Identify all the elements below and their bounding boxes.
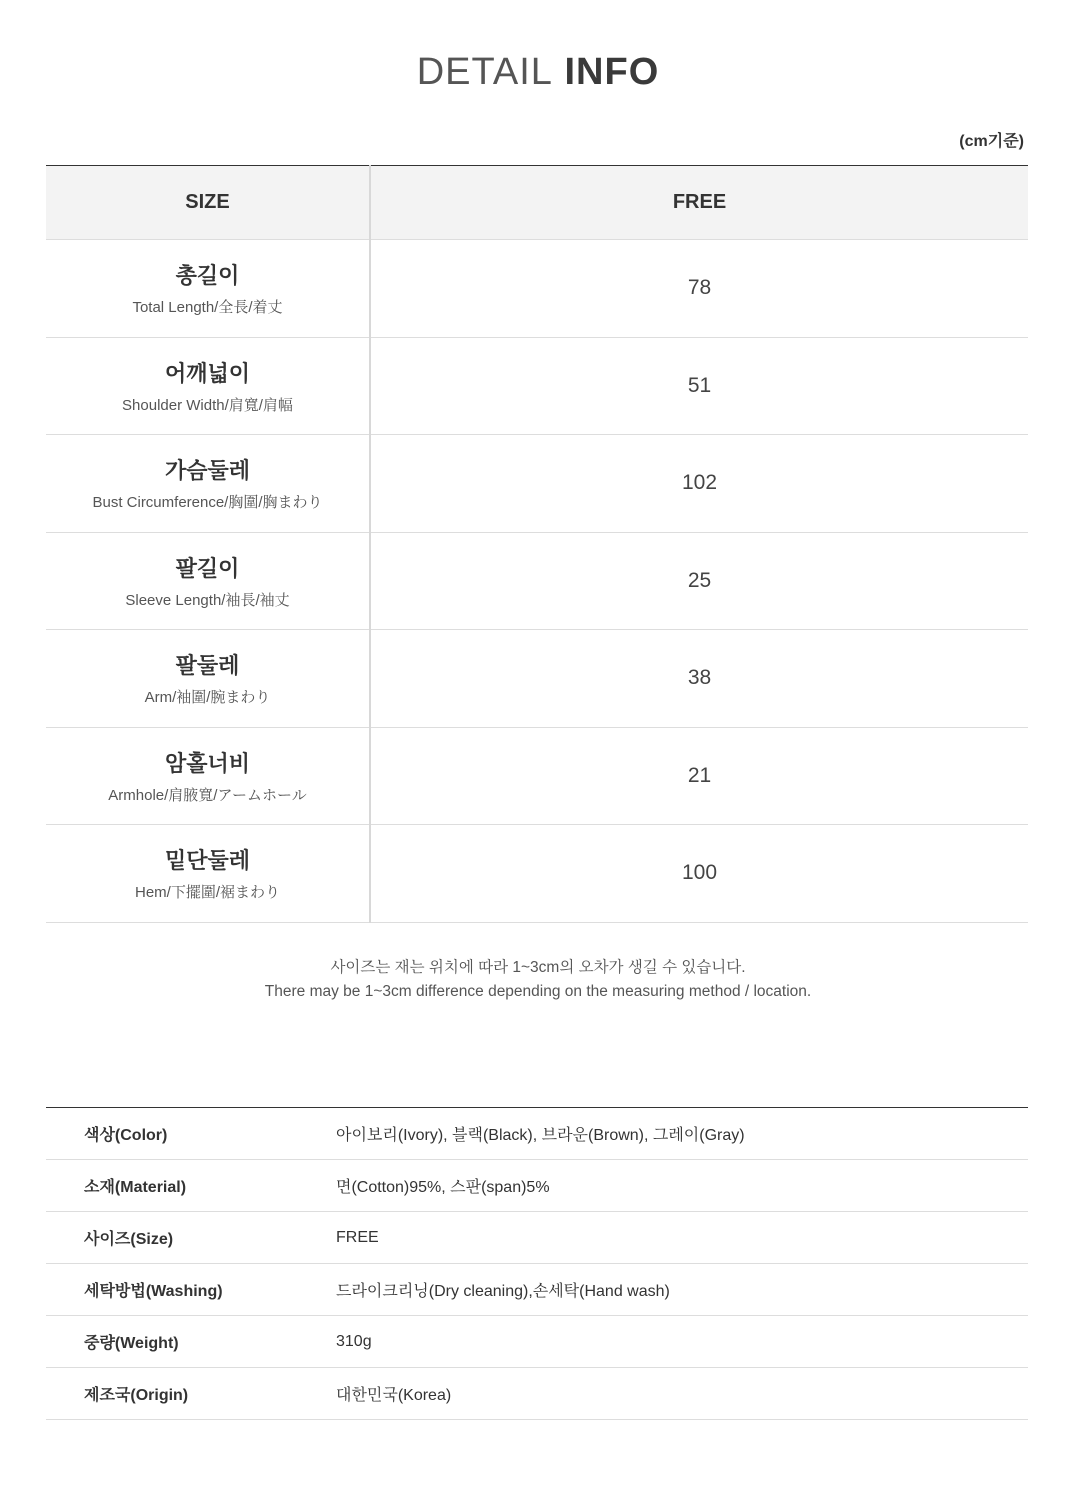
table-row xyxy=(46,1368,1028,1420)
unit-label: (cm기준) xyxy=(959,133,1024,150)
table-row xyxy=(46,1264,1028,1316)
measure-name-kr: 암홀너비 xyxy=(164,750,250,776)
size-table-header xyxy=(46,166,1028,240)
info-label: 색상(Color) xyxy=(46,1108,336,1160)
measure-name-kr: 밑단둘레 xyxy=(164,848,250,874)
info-value: 대한민국(Korea) xyxy=(336,1368,1028,1420)
measure-name-kr: 팔길이 xyxy=(175,555,240,581)
measure-name-kr: 어깨넓이 xyxy=(164,360,250,386)
info-label: 중량(Weight) xyxy=(46,1316,336,1368)
size-table xyxy=(46,165,1028,923)
measure-value: 25 xyxy=(687,568,712,592)
measure-name-sub: Shoulder Width/肩寬/肩幅 xyxy=(122,396,293,414)
measure-value: 51 xyxy=(687,373,712,397)
table-row xyxy=(46,1212,1028,1264)
table-row xyxy=(46,630,1028,728)
measure-name-sub: Total Length/全長/着丈 xyxy=(132,299,283,317)
info-value: FREE xyxy=(336,1212,1028,1264)
measure-value: 100 xyxy=(681,861,718,885)
measure-name-cell xyxy=(46,337,370,435)
measure-value: 78 xyxy=(687,276,712,300)
info-label: 제조국(Origin) xyxy=(46,1368,336,1420)
info-label: 소재(Material) xyxy=(46,1160,336,1212)
title-bold: INFO xyxy=(564,51,660,93)
size-note-en: There may be 1~3cm difference depending on the measuring method / location. xyxy=(264,983,812,1000)
measure-name-kr: 가슴둘레 xyxy=(164,458,250,484)
measure-value-cell xyxy=(370,727,1028,825)
table-row xyxy=(46,532,1028,630)
product-info-table xyxy=(46,1107,1028,1420)
measure-name-sub: Sleeve Length/袖長/袖丈 xyxy=(125,591,290,609)
measure-name-cell xyxy=(46,240,370,338)
table-row xyxy=(46,727,1028,825)
table-row xyxy=(46,435,1028,533)
table-row xyxy=(46,825,1028,923)
measure-value-cell xyxy=(370,630,1028,728)
info-label: 세탁방법(Washing) xyxy=(46,1264,336,1316)
measure-value-cell xyxy=(370,337,1028,435)
table-row xyxy=(46,1316,1028,1368)
measure-name-cell xyxy=(46,435,370,533)
measure-name-kr: 총길이 xyxy=(175,263,240,289)
measure-name-sub: Hem/下擺圍/裾まわり xyxy=(134,884,280,902)
measure-name-sub: Arm/袖圍/腕まわり xyxy=(144,689,271,707)
measure-name-cell xyxy=(46,727,370,825)
info-value: 드라이크리닝(Dry cleaning),손세탁(Hand wash) xyxy=(336,1264,1028,1316)
measure-name-cell xyxy=(46,630,370,728)
info-value: 310g xyxy=(336,1316,1028,1368)
measure-name-sub: Armhole/肩腋寬/アームホール xyxy=(108,786,307,804)
measure-value-cell xyxy=(370,435,1028,533)
measure-value: 102 xyxy=(681,471,718,495)
size-note xyxy=(0,956,1076,1004)
table-row xyxy=(46,337,1028,435)
measure-value-cell xyxy=(370,532,1028,630)
measure-name-sub: Bust Circumference/胸圍/胸まわり xyxy=(92,494,323,512)
size-header-label: SIZE xyxy=(46,166,370,240)
info-value: 면(Cotton)95%, 스판(span)5% xyxy=(336,1160,1028,1212)
measure-value: 21 xyxy=(687,763,712,787)
table-row xyxy=(46,1160,1028,1212)
measure-value-cell xyxy=(370,240,1028,338)
table-row xyxy=(46,240,1028,338)
size-note-kr: 사이즈는 재는 위치에 따라 1~3cm의 오차가 생길 수 있습니다. xyxy=(330,959,746,976)
size-header-value: FREE xyxy=(370,166,1028,240)
info-label: 사이즈(Size) xyxy=(46,1212,336,1264)
table-row xyxy=(46,1108,1028,1160)
measure-value: 38 xyxy=(687,666,712,690)
measure-name-cell xyxy=(46,532,370,630)
page-title xyxy=(0,50,1076,94)
measure-name-kr: 팔둘레 xyxy=(175,653,240,679)
title-light: DETAIL xyxy=(416,51,553,93)
info-value: 아이보리(Ivory), 블랙(Black), 브라운(Brown), 그레이(Gray) xyxy=(336,1108,1028,1160)
measure-value-cell xyxy=(370,825,1028,923)
measure-name-cell xyxy=(46,825,370,923)
